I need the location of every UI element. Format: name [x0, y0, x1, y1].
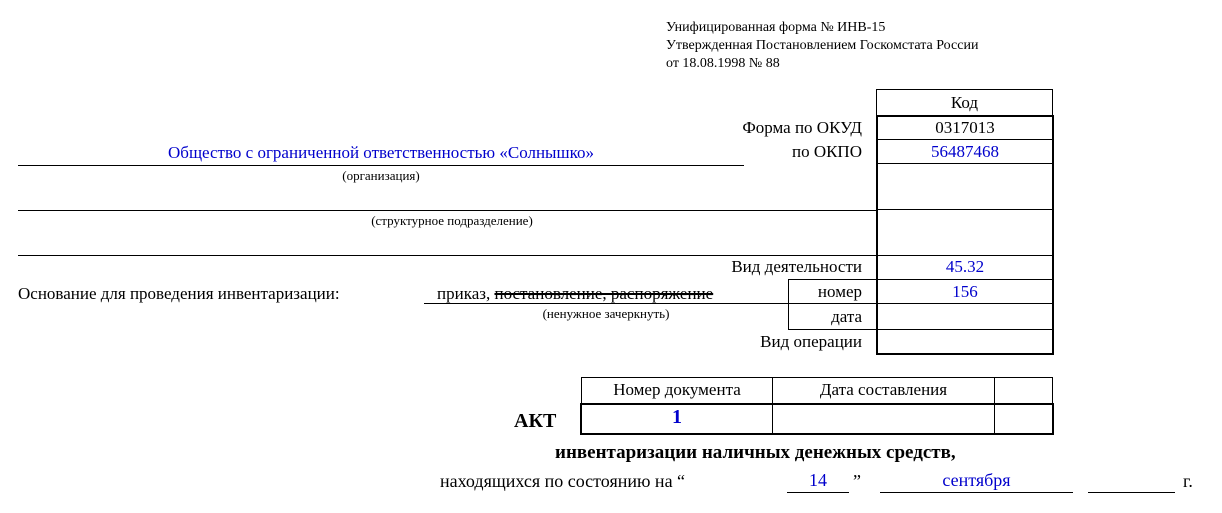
state-month[interactable]: сентября — [942, 470, 1011, 490]
form-reference-line3: от 18.08.1998 № 88 — [666, 56, 780, 71]
basis-underline — [424, 303, 788, 304]
organization-name[interactable]: Общество с ограниченной ответственностью «Солнышко» — [168, 143, 594, 162]
basis-number-label: номер — [817, 282, 862, 301]
basis-caption: (ненужное зачеркнуть) — [542, 306, 670, 321]
division-caption: (структурное подразделение) — [371, 213, 533, 228]
okpo-label: по ОКПО — [791, 142, 862, 161]
okud-label: Форма по ОКУД — [742, 118, 862, 137]
basis-option-order: приказ, — [437, 284, 491, 303]
extra-underline — [18, 255, 876, 256]
basis-number-value[interactable]: 156 — [952, 282, 978, 301]
state-year-suffix: г. — [1183, 471, 1193, 491]
act-number-value[interactable]: 1 — [672, 406, 682, 428]
state-close-quote: ” — [853, 471, 861, 491]
operation-type-label: Вид операции — [760, 332, 862, 351]
state-day[interactable]: 14 — [809, 470, 827, 490]
state-day-underline — [787, 492, 849, 493]
basis-label: Основание для проведения инвентаризации: — [18, 284, 340, 303]
form-reference-line1: Унифицированная форма № ИНВ-15 — [666, 20, 886, 35]
division-underline — [18, 210, 876, 211]
basis-options[interactable] — [437, 284, 713, 304]
state-prefix: находящихся по состоянию на “ — [440, 471, 686, 491]
state-year-underline — [1088, 492, 1175, 493]
act-col-number: Номер документа — [613, 380, 741, 399]
form-reference-line2: Утвержденная Постановлением Госкомстата России — [666, 38, 979, 53]
basis-option-struck: постановление, распоряжение — [494, 284, 714, 303]
okud-code: 0317013 — [935, 118, 995, 137]
act-title: АКТ — [514, 410, 557, 432]
state-month-underline — [880, 492, 1073, 493]
codes-header: Код — [950, 93, 979, 112]
organization-underline — [18, 165, 744, 166]
organization-caption: (организация) — [342, 168, 420, 183]
activity-label: Вид деятельности — [731, 257, 862, 276]
codes-header-cell — [876, 89, 1053, 116]
act-col-date: Дата составления — [819, 380, 948, 399]
activity-code[interactable]: 45.32 — [945, 257, 985, 276]
act-subtitle: инвентаризации наличных денежных средств, — [555, 442, 956, 463]
basis-date-label: дата — [831, 307, 862, 326]
okpo-code[interactable]: 56487468 — [931, 142, 999, 161]
